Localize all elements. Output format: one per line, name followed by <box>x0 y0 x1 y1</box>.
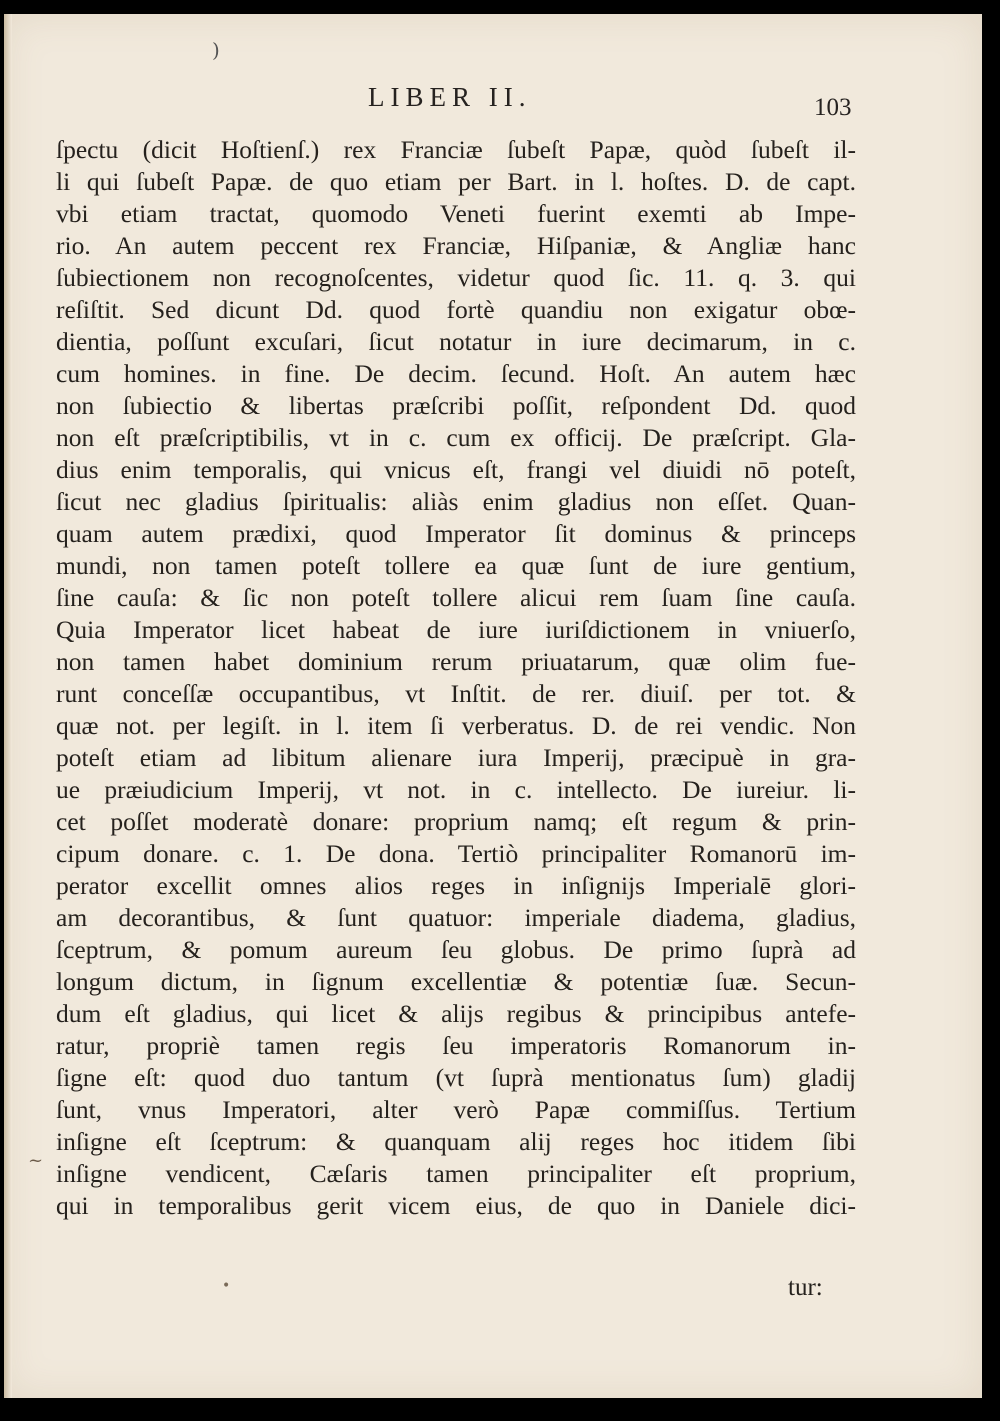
top-ink-mark: ) <box>212 38 220 62</box>
text-line: non tamen habet dominium rerum priuatarum, quæ olim fue- <box>56 647 856 676</box>
text-line: mundi, non tamen poteſt tollere ea quæ ſunt de iure gentium, <box>56 551 856 580</box>
ink-dot: • <box>222 1278 231 1294</box>
body-text <box>56 134 856 1222</box>
text-line: poteſt etiam ad libitum alienare iura Imperij, præcipuè in gra- <box>56 743 856 772</box>
running-head: LIBER II. <box>368 82 532 112</box>
text-line: Quia Imperator licet habeat de iure iuriſdictionem in vniuerſo, <box>56 615 856 644</box>
text-line: ſubiectionem non recognoſcentes, videtur quod ſic. 11. q. 3. qui <box>56 263 856 292</box>
text-line: dientia, poſſunt excuſari, ſicut notatur in iure decimarum, in c. <box>56 327 856 356</box>
text-line: quæ not. per legiſt. in l. item ſi verberatus. D. de rei vendic. Non <box>56 711 856 740</box>
text-line: vbi etiam tractat, quomodo Veneti fuerint exemti ab Impe- <box>56 199 856 228</box>
text-line: ſine cauſa: & ſic non poteſt tollere alicui rem ſuam ſine cauſa. <box>56 583 856 612</box>
gutter-edge <box>4 14 12 1398</box>
margin-ink-mark: ~ <box>28 1150 44 1171</box>
text-line: li qui ſubeſt Papæ. de quo etiam per Bart. in l. hoſtes. D. de capt. <box>56 167 856 196</box>
text-line: ratur, propriè tamen regis ſeu imperatoris Romanorum in- <box>56 1031 856 1060</box>
text-line: inſigne vendicent, Cæſaris tamen principaliter eſt proprium, <box>56 1159 856 1188</box>
catchword: tur: <box>788 1274 823 1301</box>
text-line: perator excellit omnes alios reges in inſignijs Imperialē glori- <box>56 871 856 900</box>
text-line: dum eſt gladius, qui licet & alijs regibus & principibus antefe- <box>56 999 856 1028</box>
text-line: cipum donare. c. 1. De dona. Tertiò principaliter Romanorū im- <box>56 839 856 868</box>
text-line: reſiſtit. Sed dicunt Dd. quod fortè quandiu non exigatur obœ- <box>56 295 856 324</box>
text-line: runt conceſſæ occupantibus, vt Inſtit. de rer. diuiſ. per tot. & <box>56 679 856 708</box>
page-number: 103 <box>814 94 852 121</box>
text-line: rio. An autem peccent rex Franciæ, Hiſpaniæ, & Angliæ hanc <box>56 231 856 260</box>
text-line: inſigne eſt ſceptrum: & quanquam alij reges hoc itidem ſibi <box>56 1127 856 1156</box>
text-line: ſunt, vnus Imperatori, alter verò Papæ commiſſus. Tertium <box>56 1095 856 1124</box>
text-line: ſicut nec gladius ſpiritualis: aliàs enim gladius non eſſet. Quan- <box>56 487 856 516</box>
text-line: quam autem prædixi, quod Imperator ſit dominus & princeps <box>56 519 856 548</box>
text-line: cum homines. in fine. De decim. ſecund. Hoſt. An autem hæc <box>56 359 856 388</box>
text-line: qui in temporalibus gerit vicem eius, de quo in Daniele dici- <box>56 1191 856 1220</box>
text-line: non eſt præſcriptibilis, vt in c. cum ex officij. De præſcript. Gla- <box>56 423 856 452</box>
text-line: ſceptrum, & pomum aureum ſeu globus. De primo ſuprà ad <box>56 935 856 964</box>
text-line: longum dictum, in ſignum excellentiæ & potentiæ ſuæ. Secun- <box>56 967 856 996</box>
text-line: ſigne eſt: quod duo tantum (vt ſuprà mentionatus ſum) gladij <box>56 1063 856 1092</box>
text-line: non ſubiectio & libertas præſcribi poſſit, reſpondent Dd. quod <box>56 391 856 420</box>
text-line: ſpectu (dicit Hoſtienſ.) rex Franciæ ſubeſt Papæ, quòd ſubeſt il- <box>56 135 856 164</box>
text-line: cet poſſet moderatè donare: proprium namq; eſt regum & prin- <box>56 807 856 836</box>
text-line: dius enim temporalis, qui vnicus eſt, frangi vel diuidi nō poteſt, <box>56 455 856 484</box>
text-line: am decorantibus, & ſunt quatuor: imperiale diadema, gladius, <box>56 903 856 932</box>
text-line: ue præiudicium Imperij, vt not. in c. intellecto. De iureiur. li- <box>56 775 856 804</box>
